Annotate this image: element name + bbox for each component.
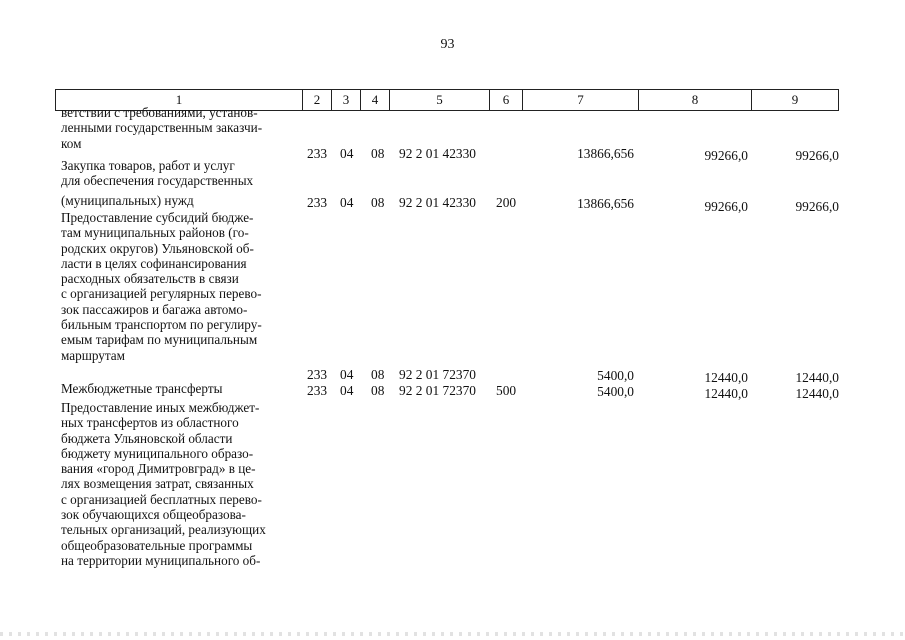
desc-line: Предоставление иных межбюджет-	[61, 400, 260, 415]
desc-line: (муниципальных) нужд	[61, 193, 194, 208]
cell-amount-col7: 13866,656	[577, 146, 634, 161]
header-col-3: 3	[332, 90, 361, 110]
table-row-description	[61, 193, 295, 208]
header-col-2: 2	[303, 90, 332, 110]
scan-artifact	[0, 632, 905, 636]
table-row-description	[61, 400, 295, 568]
cell-amount-col9: 99266,0	[795, 148, 839, 163]
cell-section: 04	[340, 367, 354, 382]
header-col-7: 7	[523, 90, 639, 110]
cell-target-article: 92 2 01 42330	[399, 195, 476, 210]
header-col-1: 1	[56, 90, 303, 110]
desc-line: расходных обязательств в связи	[61, 271, 239, 287]
cell-amount-col7: 13866,656	[577, 196, 634, 211]
cell-section: 04	[340, 146, 354, 161]
header-col-5: 5	[390, 90, 490, 110]
cell-subsection: 08	[371, 367, 385, 382]
page-number: 93	[440, 37, 455, 52]
cell-chapter: 233	[307, 367, 328, 382]
header-col-4: 4	[361, 90, 390, 110]
cell-expense-type: 200	[496, 195, 517, 210]
desc-line: бильным транспортом по регулиру-	[61, 317, 262, 333]
desc-line: на территории муниципального об-	[61, 552, 261, 568]
cell-section: 04	[340, 195, 354, 210]
cell-amount-col9: 12440,0	[795, 386, 839, 401]
header-col-6: 6	[490, 90, 523, 110]
desc-line: ласти в целях софинансирования	[61, 255, 247, 271]
desc-line: маршрутам	[61, 347, 125, 363]
cell-target-article: 92 2 01 72370	[399, 367, 476, 382]
desc-line: Предоставление субсидий бюдже-	[61, 210, 254, 225]
table-row-description	[61, 105, 295, 151]
desc-line: ленными государственным заказчи-	[61, 120, 263, 136]
header-col-8: 8	[639, 90, 752, 110]
cell-target-article: 92 2 01 72370	[399, 383, 476, 398]
cell-amount-col8: 12440,0	[704, 386, 748, 401]
cell-subsection: 08	[371, 195, 385, 210]
cell-target-article: 92 2 01 42330	[399, 146, 476, 161]
cell-chapter: 233	[307, 195, 328, 210]
cell-section: 04	[340, 383, 354, 398]
desc-line: зок пассажиров и багажа автомо-	[61, 301, 248, 317]
cell-chapter: 233	[307, 146, 328, 161]
desc-line: ветствии с требованиями, установ-	[61, 105, 258, 120]
table-row-description	[61, 158, 295, 189]
desc-line: Межбюджетные трансферты	[61, 381, 223, 396]
cell-chapter: 233	[307, 383, 328, 398]
desc-line: вания «город Димитровград» в це-	[61, 461, 256, 477]
cell-amount-col7: 5400,0	[597, 368, 634, 383]
desc-line: Закупка товаров, работ и услуг	[61, 158, 235, 173]
cell-subsection: 08	[371, 383, 385, 398]
desc-line: ных трансфертов из областного	[61, 415, 239, 431]
cell-amount-col9: 99266,0	[795, 199, 839, 214]
desc-line: бюджету муниципального образо-	[61, 445, 254, 461]
cell-amount-col9: 12440,0	[795, 370, 839, 385]
desc-line: с организацией регулярных перево-	[61, 286, 262, 302]
desc-line: тельных организаций, реализующих	[61, 522, 266, 538]
desc-line: родских округов) Ульяновской об-	[61, 240, 254, 256]
desc-line: бюджета Ульяновской области	[61, 430, 233, 446]
table-row-description	[61, 210, 295, 363]
cell-amount-col8: 12440,0	[704, 370, 748, 385]
desc-line: лях возмещения затрат, связанных	[61, 476, 254, 492]
cell-amount-col7: 5400,0	[597, 384, 634, 399]
cell-amount-col8: 99266,0	[704, 199, 748, 214]
desc-line: ком	[61, 135, 82, 151]
cell-expense-type: 500	[496, 383, 517, 398]
desc-line: зок обучающихся общеобразова-	[61, 507, 246, 523]
desc-line: с организацией бесплатных перево-	[61, 491, 262, 507]
table-row-description	[61, 381, 295, 396]
desc-line: общеобразовательные программы	[61, 537, 253, 553]
desc-line: емым тарифам по муниципальным	[61, 332, 258, 348]
cell-subsection: 08	[371, 146, 385, 161]
desc-line: там муниципальных районов (го-	[61, 225, 249, 241]
desc-line: для обеспечения государственных	[61, 173, 254, 189]
header-col-9: 9	[791, 92, 799, 107]
cell-amount-col8: 99266,0	[704, 148, 748, 163]
